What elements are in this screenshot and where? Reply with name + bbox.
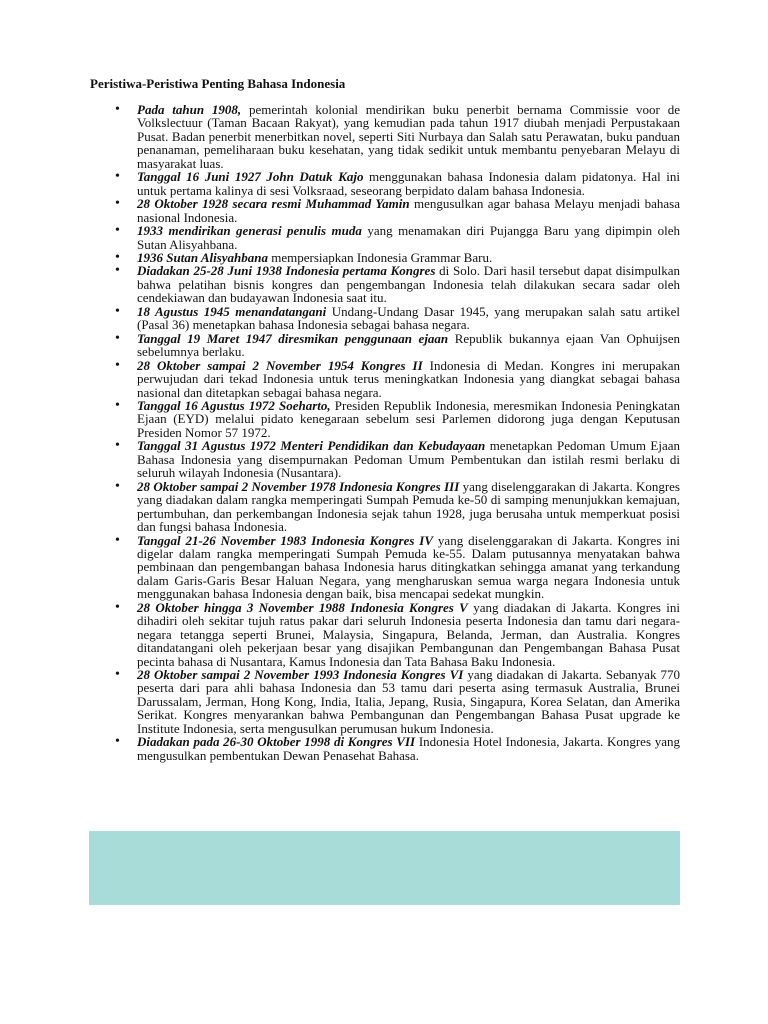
event-item [137,224,680,251]
event-lead: Pada tahun 1908, [137,102,242,117]
event-item [137,399,680,439]
event-text: Undang-Undang Dasar 1945, yang merupakan salah satu artikel (Pasal 36) menetapkan bahasa Indonesia sebagai bahasa negara. [137,303,681,333]
event-lead: Tanggal 19 Maret 1947 diresmikan penggunaan ejaan [137,330,449,346]
event-text: yang diadakan di Jakarta. Sebanyak 770 peserta dari para ahli bahasa Indonesia dan 53 tamu dari peserta asing termasuk Australia, Brunei Darussalam, Jerman, Hong Kong, India, Italia, Jepang, Rusia, Singapura, Korea Selatan, dan Amerika Serikat. Kongres menyarankan bahwa Pembangunan dan Pengembangan Bahasa Pusat upgrade ke Institute Indonesia, serta mengusulkan perumusan hukum Indonesia. [137,667,680,736]
event-lead: Tanggal 16 Juni 1927 John Datuk Kajo [137,169,364,185]
document-body [90,76,680,762]
event-text: mengusulkan agar bahasa Melayu menjadi bahasa nasional Indonesia. [137,196,680,225]
event-item [137,197,680,224]
event-item [137,251,680,264]
event-lead: 28 Oktober 1928 secara resmi Muhammad Yamin [137,196,410,212]
event-text: menggunakan bahasa Indonesia dalam pidatonya. Hal ini untuk pertama kalinya di sesi Volksraad, seseorang berpidato dalam bahasa Indonesia. [137,169,680,198]
event-lead: 1933 mendirikan generasi penulis muda [137,223,362,239]
event-text: yang diselenggarakan di Jakarta. Kongres yang diadakan dalam rangka memperingati Sumpah Pemuda ke-50 di samping menunjukkan kemajuan, pertumbuhan, dan perkembangan Indonesia sejak tahun 1928, juga berusaha untuk memperkuat posisi dan fungsi bahasa Indonesia. [137,478,680,535]
event-lead: 28 Oktober sampai 2 November 1954 Kongres II [137,357,423,373]
event-text: yang diselenggarakan di Jakarta. Kongres ini digelar dalam rangka memperingati Sumpah Pemuda ke-55. Dalam putusannya menyatakan bahwa pembinaan dan pengembangan bahasa Indonesia harus ditingkatkan sehingga amanat yang terkandung dalam Garis-Garis Besar Haluan Negara, yang mengharuskan semua warga negara Indonesia untuk menggunakan bahasa Indonesia dengan baik, bisa mencapai sedekat mungkin. [137,532,680,602]
event-item [137,332,680,359]
event-text: yang diadakan di Jakarta. Kongres ini dihadiri oleh sekitar tujuh ratus pakar dari seluruh Indonesia peserta Indonesia dan tamu dari negara-negara tetangga seperti Brunei, Malaysia, Singapura, Belanda, Jerman, dan Australia. Kongres ditandatangani oleh pekerjaan besar yang disajikan Pembangunan dan Pengembangan Bahasa Pusat pecinta bahasa di Nusantara, Kamus Indonesia dan Tata Bahasa Baku Indonesia. [137,599,680,669]
event-item [137,170,680,197]
event-lead: Tanggal 21-26 November 1983 Indonesia Kongres IV [137,532,434,548]
event-lead: 1936 Sutan Alisyahbana [137,249,269,265]
document-title: Peristiwa-Peristiwa Penting Bahasa Indonesia [90,76,346,91]
event-item [137,735,680,762]
event-lead: 18 Agustus 1945 menandatangani [137,303,327,319]
event-lead: 28 Oktober hingga 3 November 1988 Indonesia Kongres V [137,599,468,615]
event-item [137,359,680,399]
event-text: yang menamakan diri Pujangga Baru yang dipimpin oleh Sutan Alisyahbana. [137,223,680,252]
event-text: menetapkan Pedoman Umum Ejaan Bahasa Indonesia yang disempurnakan Pedoman Umum Pembentukan dan istilah resmi berlaku di seluruh wilayah Indonesia (Nusantara). [137,438,681,481]
event-lead: Tanggal 16 Agustus 1972 Soeharto, [137,397,331,413]
event-lead: 28 Oktober sampai 2 November 1993 Indonesia Kongres VI [137,667,464,683]
event-lead: Tanggal 31 Agustus 1972 Menteri Pendidikan dan Kebudayaan [137,438,486,454]
event-text: di Solo. Dari hasil tersebut dapat disimpulkan bahwa pelatihan bisnis kongres dan pengembangan Indonesia telah dilakukan secara sadar oleh cendekiawan dan budayawan Indonesia saat itu. [137,263,680,306]
event-lead: Diadakan pada 26-30 Oktober 1998 di Kongres VII [137,734,416,750]
event-item [137,439,680,479]
teal-footer-panel [89,831,680,905]
event-item [137,480,680,534]
event-list [90,103,680,762]
event-item [137,264,680,304]
event-text: Presiden Republik Indonesia, meresmikan Indonesia Peningkatan Ejaan (EYD) melalui pidato kenegaraan sebelum sesi Parlemen didorong juga dengan Keputusan Presiden Nomor 57 1972. [137,397,681,440]
event-text: Republik bukannya ejaan Van Ophuijsen sebelumnya berlaku. [137,330,680,360]
event-item [137,103,680,170]
event-text: pemerintah kolonial mendirikan buku penerbit bernama Commissie voor de Volkslectuur (Taman Bacaan Rakyat), yang kemudian pada tahun 1917 diubah menjadi Perpustakaan Pusat. Badan penerbit menerbitkan novel, seperti Siti Nurbaya dan Salah satu Perawatan, buku panduan penanaman, pemeliharaan buku kesehatan, yang tidak sedikit untuk membantu penyebaran Melayu di masyarakat luas. [137,102,681,171]
event-lead: Diadakan 25-28 Juni 1938 Indonesia pertama Kongres [137,263,436,279]
event-item [137,534,680,601]
event-text: Indonesia Hotel Indonesia, Jakarta. Kongres yang mengusulkan pembentukan Dewan Penasehat Bahasa. [137,734,681,763]
event-lead: 28 Oktober sampai 2 November 1978 Indonesia Kongres III [137,478,460,494]
event-text: mempersiapkan Indonesia Grammar Baru. [268,249,493,265]
event-item [137,601,680,668]
event-text: Indonesia di Medan. Kongres ini merupakan perwujudan dari tekad Indonesia untuk terus meningkatkan Indonesia yang diangkat sebagai bahasa nasional dan ditetapkan sebagai bahasa negara. [137,357,680,400]
event-item [137,305,680,332]
event-item [137,668,680,735]
